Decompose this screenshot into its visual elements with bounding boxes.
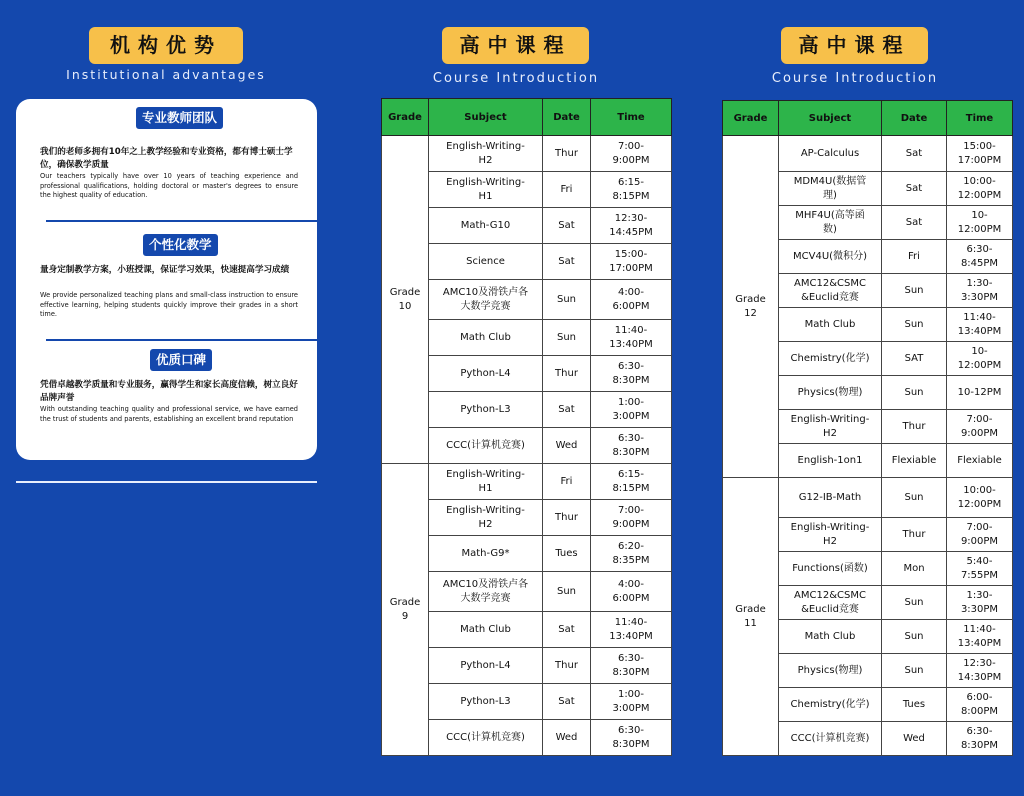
subject-cell: Python-L3 [429,684,543,720]
subject-cell: Python-L4 [429,356,543,392]
subject-header: Subject [429,99,543,136]
subject-cell: Python-L4 [429,648,543,684]
section-text-en-teachers: Our teachers typically have over 10 years of teaching experience and professional qualifications, holding doctoral or master's degrees to ensure the highest quality of education. [40,172,298,200]
grade-cell: Grade 12 [723,136,779,478]
date-cell: Tues [882,688,947,722]
section-badge-personalized: 个性化教学 [143,234,218,256]
date-cell: Wed [543,720,591,756]
date-cell: Thur [543,648,591,684]
date-header: Date [543,99,591,136]
table1-title: 高中课程 [442,27,589,64]
table-row [382,464,672,500]
time-cell: 12:30- 14:45PM [591,208,672,244]
date-cell: Sat [543,392,591,428]
advantages-card [16,99,317,460]
time-cell: 7:00- 9:00PM [947,518,1013,552]
time-header: Time [947,101,1013,136]
subject-cell: AMC12&CSMC &Euclid竞赛 [779,274,882,308]
time-cell: 15:00- 17:00PM [591,244,672,280]
subject-header: Subject [779,101,882,136]
date-cell: Sat [882,136,947,172]
time-cell: 7:00- 9:00PM [591,136,672,172]
section-text-zh-personalized: 量身定制教学方案，小班授课，保证学习效果，快速提高学习成绩 [40,265,290,275]
bottom-divider [16,481,317,483]
time-cell: 4:00- 6:00PM [591,572,672,612]
section-badge-reputation: 优质口碑 [150,349,212,371]
date-cell: Wed [882,722,947,756]
time-cell: 10- 12:00PM [947,342,1013,376]
time-cell: 6:15- 8:15PM [591,464,672,500]
date-cell: Sun [543,572,591,612]
time-cell: 7:00- 9:00PM [947,410,1013,444]
advantages-subtitle: Institutional advantages [66,67,266,82]
section-text-en-personalized: We provide personalized teaching plans and small-class instruction to ensure effective learning, helping students quickly improve their grades in a short time. [40,291,298,319]
time-cell: 11:40- 13:40PM [591,612,672,648]
time-cell: 6:20- 8:35PM [591,536,672,572]
time-cell: 11:40- 13:40PM [947,620,1013,654]
subject-cell: Math-G10 [429,208,543,244]
date-cell: Sun [882,376,947,410]
subject-cell: English-Writing- H2 [779,518,882,552]
section-text-zh-reputation: 凭借卓越教学质量和专业服务，赢得学生和家长高度信赖，树立良好品牌声誉 [40,380,298,403]
time-cell: 6:30- 8:30PM [591,648,672,684]
subject-cell: AMC10及滑铁卢各 大数学竞赛 [429,572,543,612]
time-cell: 10:00- 12:00PM [947,172,1013,206]
subject-cell: English-1on1 [779,444,882,478]
date-cell: Sat [882,206,947,240]
date-cell: Thur [882,518,947,552]
section-text-zh-teachers: 我们的老师多拥有10年之上教学经验和专业资格，都有博士硕士学位，确保教学质量 [40,147,293,170]
time-cell: 10-12PM [947,376,1013,410]
subject-cell: AMC12&CSMC &Euclid竞赛 [779,586,882,620]
subject-cell: English-Writing- H2 [429,500,543,536]
subject-cell: English-Writing- H2 [779,410,882,444]
date-cell: Sat [882,172,947,206]
time-cell: 11:40- 13:40PM [947,308,1013,342]
section-text-en-reputation: With outstanding teaching quality and professional service, we have earned the trust of students and parents, establishing an excellent brand reputation [40,405,298,423]
date-cell: Fri [882,240,947,274]
time-cell: 11:40- 13:40PM [591,320,672,356]
time-cell: 4:00- 6:00PM [591,280,672,320]
date-cell: Sun [882,586,947,620]
subject-cell: English-Writing- H1 [429,172,543,208]
subject-cell: English-Writing- H2 [429,136,543,172]
time-cell: 6:15- 8:15PM [591,172,672,208]
date-cell: Sun [543,280,591,320]
date-header: Date [882,101,947,136]
subject-cell: Chemistry(化学) [779,342,882,376]
subject-cell: English-Writing- H1 [429,464,543,500]
subject-cell: Math Club [429,320,543,356]
subject-cell: Python-L3 [429,392,543,428]
date-cell: Sun [882,274,947,308]
time-cell: 1:30- 3:30PM [947,274,1013,308]
date-cell: Wed [543,428,591,464]
time-cell: 1:00- 3:00PM [591,684,672,720]
date-cell: Sat [543,612,591,648]
date-cell: Sun [882,478,947,518]
subject-cell: Math Club [429,612,543,648]
section-divider [46,339,318,341]
date-cell: Sun [543,320,591,356]
subject-cell: Math-G9* [429,536,543,572]
time-cell: 6:00- 8:00PM [947,688,1013,722]
time-cell: Flexiable [947,444,1013,478]
subject-cell: CCC(计算机竞赛) [429,428,543,464]
date-cell: Fri [543,172,591,208]
grade-cell: Grade 9 [382,464,429,756]
subject-cell: Math Club [779,308,882,342]
time-cell: 5:40- 7:55PM [947,552,1013,586]
date-cell: Thur [543,356,591,392]
table-row [723,478,1013,518]
time-cell: 6:30- 8:30PM [591,428,672,464]
date-cell: Sat [543,208,591,244]
table2-subtitle: Course Introduction [771,71,939,86]
subject-cell: MDM4U(数据管 理) [779,172,882,206]
table2-title: 高中课程 [781,27,928,64]
date-cell: Sun [882,620,947,654]
subject-cell: Functions(函数) [779,552,882,586]
subject-cell: Chemistry(化学) [779,688,882,722]
grade-header: Grade [723,101,779,136]
date-cell: Mon [882,552,947,586]
subject-cell: G12-IB-Math [779,478,882,518]
time-cell: 1:30- 3:30PM [947,586,1013,620]
time-cell: 1:00- 3:00PM [591,392,672,428]
time-cell: 6:30- 8:30PM [947,722,1013,756]
time-cell: 10:00- 12:00PM [947,478,1013,518]
time-cell: 10- 12:00PM [947,206,1013,240]
date-cell: Tues [543,536,591,572]
time-cell: 15:00- 17:00PM [947,136,1013,172]
table-row [723,136,1013,172]
section-badge-teachers: 专业教师团队 [136,107,223,129]
date-cell: Sun [882,654,947,688]
section-divider [46,220,318,222]
advantages-title: 机构优势 [89,27,243,64]
table1-subtitle: Course Introduction [432,71,600,86]
subject-cell: Physics(物理) [779,654,882,688]
date-cell: Flexiable [882,444,947,478]
date-cell: Sat [543,684,591,720]
date-cell: SAT [882,342,947,376]
time-cell: 7:00- 9:00PM [591,500,672,536]
date-cell: Fri [543,464,591,500]
subject-cell: CCC(计算机竞赛) [779,722,882,756]
time-cell: 6:30- 8:45PM [947,240,1013,274]
course-table-grade-12-11 [722,100,1013,756]
grade-header: Grade [382,99,429,136]
time-cell: 6:30- 8:30PM [591,356,672,392]
date-cell: Thur [543,136,591,172]
date-cell: Thur [543,500,591,536]
subject-cell: AP-Calculus [779,136,882,172]
subject-cell: CCC(计算机竞赛) [429,720,543,756]
date-cell: Sat [543,244,591,280]
subject-cell: AMC10及滑铁卢各 大数学竞赛 [429,280,543,320]
subject-cell: MHF4U(高等函 数) [779,206,882,240]
date-cell: Thur [882,410,947,444]
time-cell: 12:30- 14:30PM [947,654,1013,688]
time-header: Time [591,99,672,136]
subject-cell: Physics(物理) [779,376,882,410]
subject-cell: MCV4U(微积分) [779,240,882,274]
grade-cell: Grade 10 [382,136,429,464]
time-cell: 6:30- 8:30PM [591,720,672,756]
date-cell: Sun [882,308,947,342]
table-row [382,136,672,172]
course-table-grade-10-9 [381,98,672,756]
subject-cell: Math Club [779,620,882,654]
subject-cell: Science [429,244,543,280]
grade-cell: Grade 11 [723,478,779,756]
